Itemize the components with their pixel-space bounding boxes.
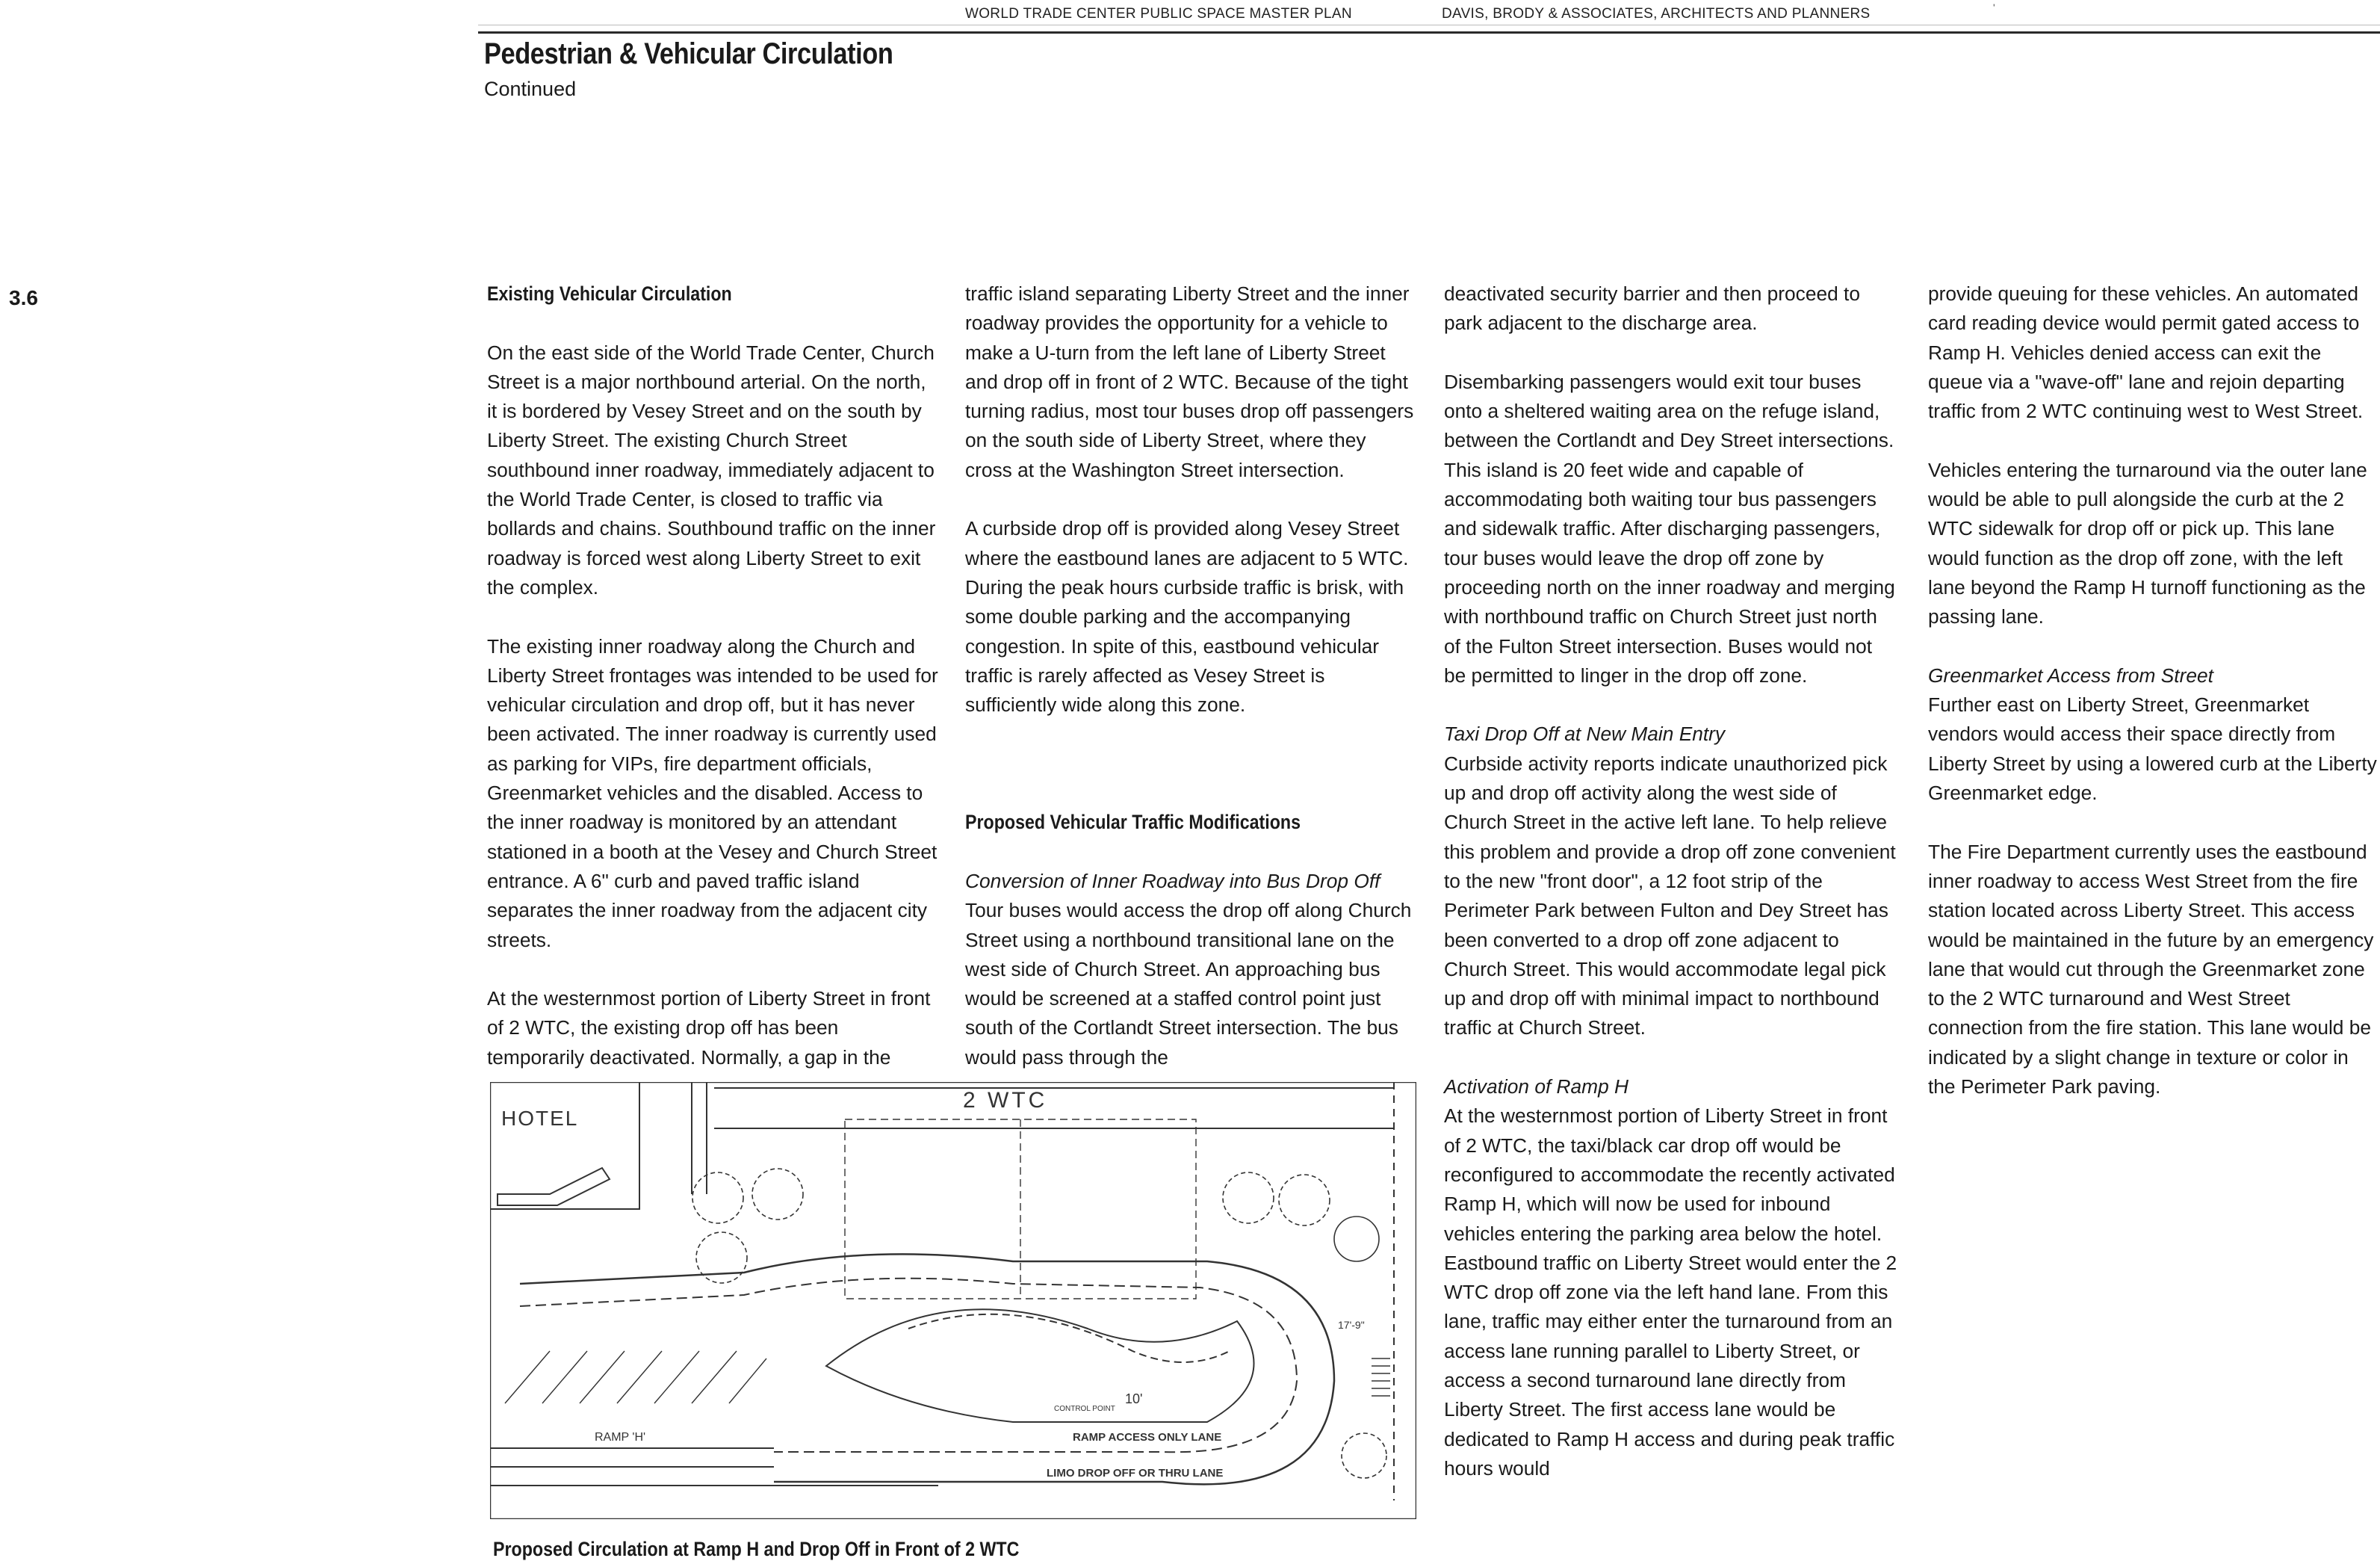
turnaround-center-lane — [520, 1279, 1297, 1453]
paragraph — [965, 867, 1417, 1072]
header-document-title: WORLD TRADE CENTER PUBLIC SPACE MASTER PLAN — [965, 6, 1352, 22]
label-limo-lane: LIMO DROP OFF OR THRU LANE — [1047, 1467, 1224, 1480]
figure-frame — [490, 1082, 1416, 1519]
paragraph — [1928, 661, 2380, 808]
tree — [1223, 1172, 1274, 1223]
page-title: Pedestrian & Vehicular Circulation — [484, 37, 893, 70]
subheading-ramp-h: Activation of Ramp H — [1444, 1075, 1628, 1098]
paragraph: Vehicles entering the turnaround via the outer lane would be able to pull alongside the curb at the 2 WTC sidewalk for drop off or pick up. This lane would function as the drop off zone, with the left lane beyond the Ramp H turnoff functioning as the passing lane. — [1928, 458, 2367, 628]
label-ramp-access-lane: RAMP ACCESS ONLY LANE — [1073, 1431, 1222, 1444]
paragraph-body: At the westernmost portion of Liberty Street in front of 2 WTC, the taxi/black car drop off would be reconfigured to accommodate the recently activated Ramp H, which will now be used for inbound vehicles entering the parking area below the hotel. Eastbound traffic on Liberty Street would enter the 2 WTC drop off zone via the left hand lane. From this lane, traffic may either enter the turnaround from an access lane running parallel to Liberty Street, or access a second turnaround lane directly from Liberty Street. The first access lane would be dedicated to Ramp H access and during peak traffic hours would — [1444, 1104, 1897, 1480]
paragraph — [1444, 1072, 1898, 1483]
paragraph: traffic island separating Liberty Street and the inner roadway provides the opportunity for a vehicle to make a U-turn from the left lane of Liberty Street and drop off in front of 2 WTC. Because of the tight turning radius, most tour buses drop off passengers on the south side of Liberty Street, where they cross at the Washington Street intersection. — [965, 282, 1414, 481]
label-hotel: HOTEL — [501, 1107, 579, 1130]
tree — [1342, 1433, 1386, 1478]
label-lane-width: 10' — [1125, 1391, 1143, 1406]
header-firm-name: DAVIS, BRODY & ASSOCIATES, ARCHITECTS AND PLANNERS — [1442, 6, 1871, 22]
paragraph: Disembarking passengers would exit tour buses onto a sheltered waiting area on the refuge island, between the Cortlandt and Dey Street intersections. This island is 20 feet wide and capable of accommodating both waiting tour bus passengers and sidewalk traffic. After discharging passengers, tour buses would leave the drop off zone by proceeding north on the inner roadway and merging with northbound traffic on Church Street just north of the Fulton Street intersection. Buses would not be permitted to linger in the drop off zone. — [1444, 370, 1895, 687]
paragraph-body: Curbside activity reports indicate unauthorized pick up and drop off activity along the west side of Church Street in the active left lane. To help relieve this problem and provide a drop off zone convenient to the new "front door", a 12 foot strip of the Perimeter Park between Fulton and Dey Street has been converted to a drop off zone adjacent to Church Street. This would accommodate legal pick up and drop off with minimal impact to northbound traffic at Church Street. — [1444, 752, 1896, 1039]
label-turn-radius: 17'-9" — [1338, 1319, 1365, 1331]
paragraph-body: Further east on Liberty Street, Greenmarket vendors would access their space directly from Liberty Street by using a lowered curb at the Liberty Greenmarket edge. — [1928, 693, 2377, 805]
tree — [752, 1169, 803, 1220]
subheading-bus-drop-off: Conversion of Inner Roadway into Bus Drop Off — [965, 869, 1380, 892]
paragraph: At the westernmost portion of Liberty Street in front of 2 WTC, the existing drop off has been temporarily deactivated. Normally, a gap in the — [487, 987, 931, 1069]
margin-mark: ' — [1993, 1, 1995, 13]
paragraph-body: Tour buses would access the drop off along Church Street using a northbound transitional lane on the west side of Church Street. An approaching bus would be screened at a staffed control point just south of the Cortlandt Street intersection. The bus would pass through the — [965, 899, 1412, 1069]
subheading-greenmarket: Greenmarket Access from Street — [1928, 664, 2213, 687]
spacer — [965, 749, 1417, 779]
section-heading-proposed: Proposed Vehicular Traffic Modifications — [965, 811, 1301, 834]
site-plan-figure — [490, 1082, 1416, 1519]
text-column-3 — [1444, 279, 1898, 1483]
paragraph: The existing inner roadway along the Church and Liberty Street frontages was intended to be used for vehicular circulation and drop off, but it has never been activated. The inner roadway is currently used as parking for VIPs, fire department officials, Greenmarket vehicles and the disabled. Access to the inner roadway is monitored by an attendant stationed in a booth at the Vesey and Church Street entrance. A 6" curb and paved traffic island separates the inner roadway from the adjacent city streets. — [487, 634, 938, 951]
label-2wtc: 2 WTC — [963, 1088, 1048, 1113]
text-column-1 — [487, 279, 940, 1072]
text-column-4 — [1928, 279, 2380, 1101]
header-rule — [478, 31, 2380, 34]
paragraph: provide queuing for these vehicles. An automated card reading device would permit gated access to Ramp H. Vehicles denied access can exit the queue via a "wave-off" lane and rejoin departing traffic from 2 WTC continuing west to West Street. — [1928, 282, 2364, 423]
label-control-point: CONTROL POINT — [1054, 1405, 1115, 1413]
section-number: 3.6 — [9, 286, 38, 309]
paragraph: deactivated security barrier and then proceed to park adjacent to the discharge area. — [1444, 282, 1860, 335]
turnaround-island — [826, 1309, 1254, 1422]
tree — [1334, 1217, 1379, 1261]
section-heading-existing: Existing Vehicular Circulation — [487, 282, 732, 305]
paragraph: On the east side of the World Trade Center, Church Street is a major northbound arterial. On the north, it is bordered by Vesey Street and on the south by Liberty Street. The existing Church Street southbound inner roadway, immediately adjacent to the World Trade Center, is closed to traffic via bollards and chains. Southbound traffic on the inner roadway is forced west along Liberty Street to exit the complex. — [487, 341, 936, 599]
paragraph: The Fire Department currently uses the eastbound inner roadway to access West Street from the fire station located across Liberty Street. This access would be maintained in the future by an emergency lane that would cut through the Greenmarket zone to the 2 WTC turnaround and West Street connection from the fire station. This lane would be indicated by a slight change in texture or color in the Perimeter Park paving. — [1928, 840, 2374, 1098]
label-ramp-h: RAMP 'H' — [595, 1431, 646, 1444]
tree — [692, 1172, 743, 1223]
figure-caption: Proposed Circulation at Ramp H and Drop Off in Front of 2 WTC — [493, 1538, 1020, 1560]
text-column-2 — [965, 279, 1417, 1072]
site-plan-drawing — [490, 1082, 1416, 1519]
hotel-canopy — [498, 1168, 610, 1205]
paragraph: A curbside drop off is provided along Vesey Street where the eastbound lanes are adjacent to 5 WTC. During the peak hours curbside traffic is brisk, with some double parking and the accompanying congestion. In spite of this, eastbound vehicular traffic is rarely affected as Vesey Street is sufficiently wide along this zone. — [965, 517, 1409, 717]
subheading-taxi-drop-off: Taxi Drop Off at New Main Entry — [1444, 723, 1726, 746]
hotel-outline — [490, 1082, 639, 1209]
paragraph — [1444, 720, 1898, 1042]
page-subtitle: Continued — [484, 78, 577, 100]
inner-lane-line — [908, 1314, 1230, 1362]
tree — [1279, 1175, 1330, 1225]
